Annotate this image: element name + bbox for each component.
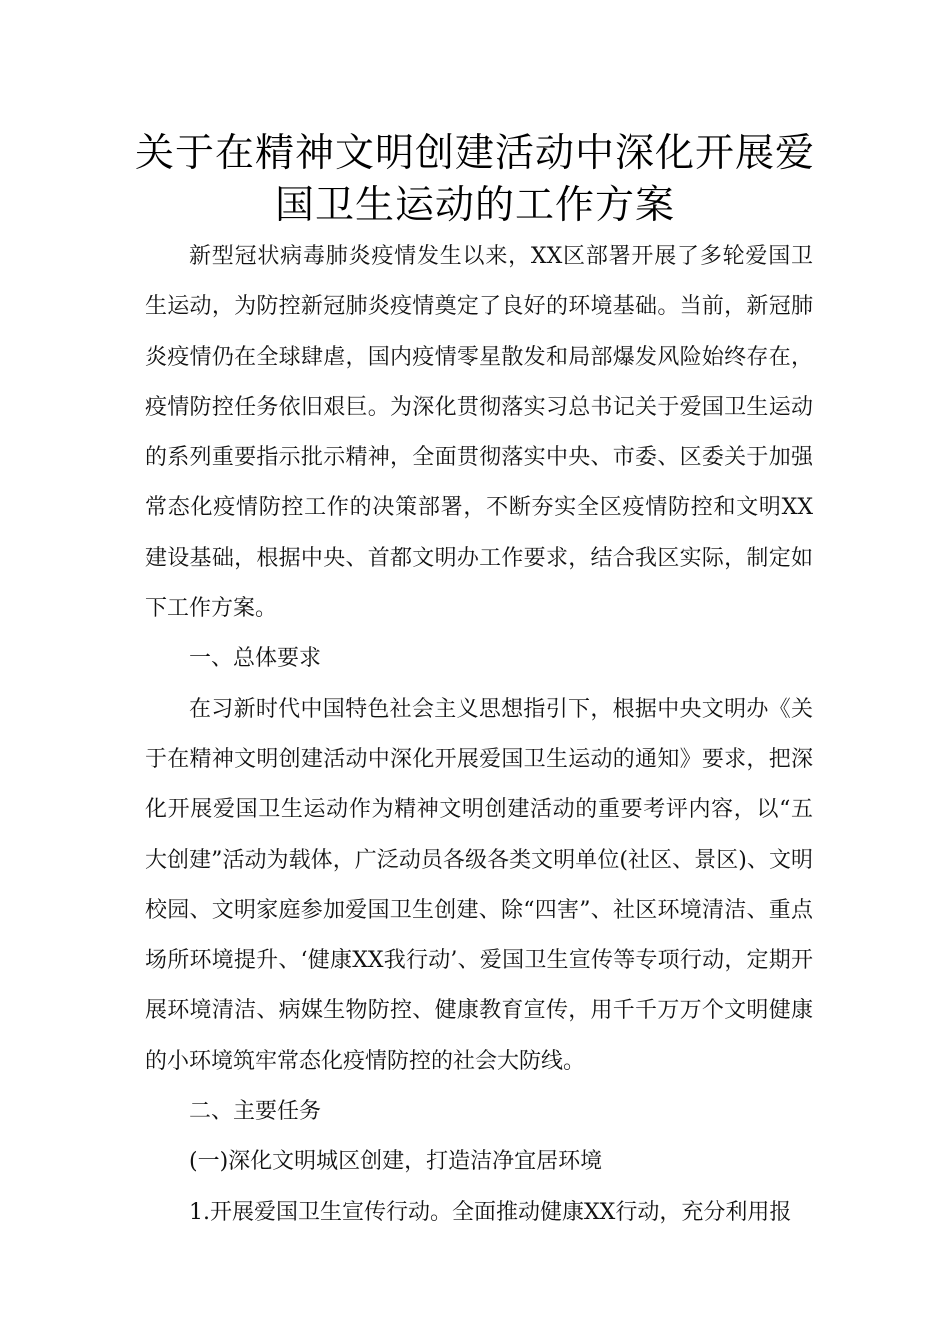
subsection-heading-1: (一)深化文明城区创建，打造洁净宜居环境 xyxy=(189,1149,603,1175)
section-heading-main-tasks: 二、主要任务 xyxy=(189,1099,322,1125)
document-body xyxy=(145,232,813,1238)
section-heading-general-requirements: 一、总体要求 xyxy=(189,646,322,672)
paragraph-item-1: 1.开展爱国卫生宣传行动。全面推动健康XX行动，充分利用报 xyxy=(189,1199,792,1225)
document-title-line-2: 国卫生运动的工作方案 xyxy=(274,183,675,228)
paragraph-intro: 新型冠状病毒肺炎疫情发生以来，XX区部署开展了多轮爱国卫生运动，为防控新冠肺炎疫情奠定了良好的环境基础。当前，新冠肺炎疫情仍在全球肆虐，国内疫情零星散发和局部爆发风险始终存在，疫情防控任务依旧艰巨。为深化贯彻落实习总书记关于爱国卫生运动的系列重要指示批示精神，全面贯彻落实中央、市委、区委关于加强常态化疫情防控工作的决策部署，不断夯实全区疫情防控和文明XX建设基础，根据中央、首都文明办工作要求，结合我区实际，制定如下工作方案。 xyxy=(145,244,813,622)
paragraph-general-requirements: 在习新时代中国特色社会主义思想指引下，根据中央文明办《关于在精神文明创建活动中深化开展爱国卫生运动的通知》要求，把深化开展爱国卫生运动作为精神文明创建活动的重要考评内容，以“五大创建”活动为载体，广泛动员各级各类文明单位(社区、景区)、文明校园、文明家庭参加爱国卫生创建、除“四害”、社区环境清洁、重点场所环境提升、‘健康XX我行动’、爱国卫生宣传等专项行动，定期开展环境清洁、病媒生物防控、健康教育宣传，用千千万万个文明健康的小环境筑牢常态化疫情防控的社会大防线。 xyxy=(145,696,813,1074)
document-title-line-1: 关于在精神文明创建活动中深化开展爱 xyxy=(134,131,815,176)
